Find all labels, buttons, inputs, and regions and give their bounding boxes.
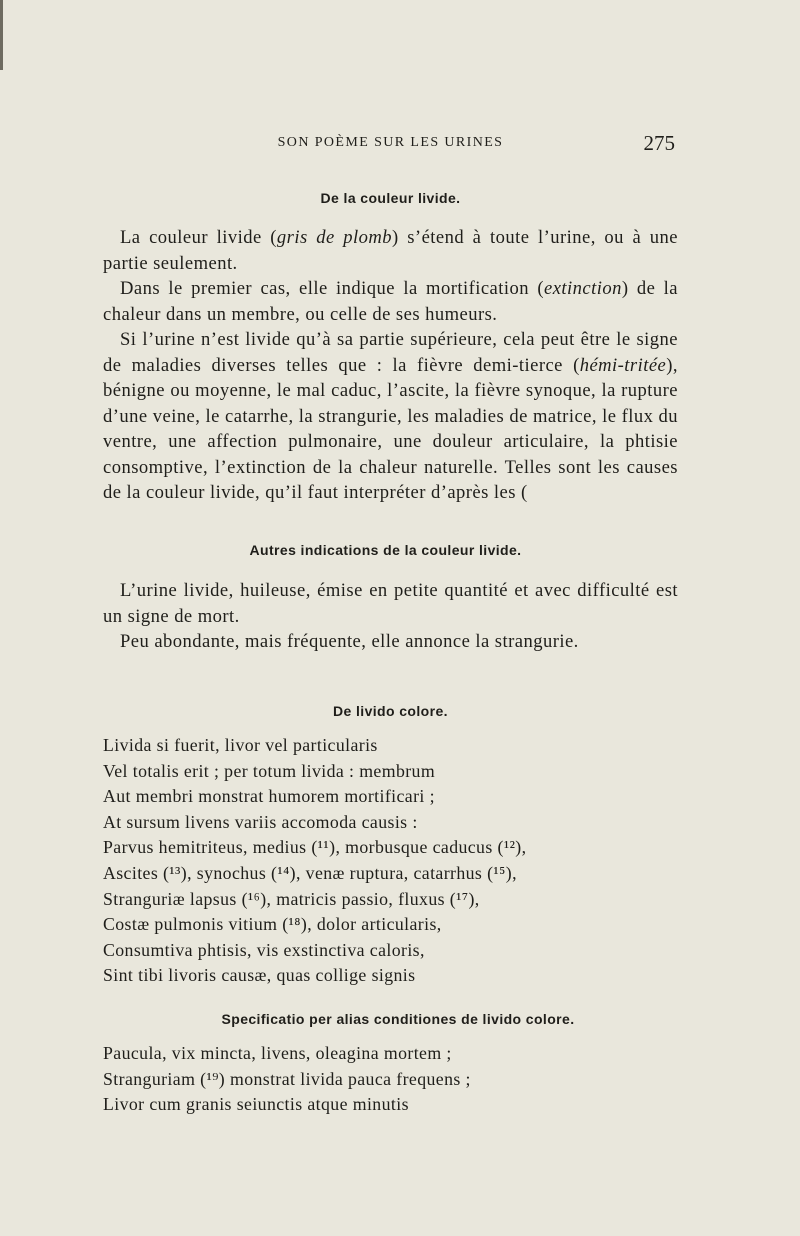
verse-line: Parvus hemitriteus, medius (¹¹), morbusque caducus (¹²), [103, 837, 527, 858]
section-body [103, 578, 678, 655]
paragraph: Si l’urine n’est livide qu’à sa partie supérieure, cela peut être le signe de maladies diverses telles que : la fièvre demi-tierce (hémi-tritée), bénigne ou moyenne, le mal caduc, l’ascite, la fièvre synoque, la rupture d’une veine, le catarrhe, la strangurie, les maladies de matrice, le flux du ventre, une affection pulmonaire, une douleur articulaire, la phtisie consomptive, l’extinction de la chaleur naturelle. Telles sont les causes de la couleur livide, qu’il faut interpréter d’après les ( [103, 329, 678, 503]
paragraph: Peu abondante, mais fréquente, elle annonce la strangurie. [120, 631, 579, 652]
verse-block [103, 733, 693, 989]
paragraph: Dans le premier cas, elle indique la mortification (extinction) de la chaleur dans un membre, ou celle de ses humeurs. [103, 278, 679, 325]
verse-line: Ascites (¹³), synochus (¹⁴), venæ ruptura, catarrhus (¹⁵), [103, 862, 517, 883]
paragraph: La couleur livide (gris de plomb) s’étend à toute l’urine, ou à une partie seulement. [103, 227, 678, 274]
page-header [103, 133, 678, 163]
verse-line: Stranguriæ lapsus (¹⁶), matricis passio, fluxus (¹⁷), [103, 888, 480, 909]
section-heading: Specificatio per alias conditiones de livido colore. [221, 1011, 575, 1027]
verse-line: Livida si fuerit, livor vel particularis [103, 735, 378, 755]
verse-line: Vel totalis erit ; per totum livida : membrum [103, 760, 436, 781]
page-edge-mark [0, 0, 3, 70]
verse-line: Sint tibi livoris causæ, quas collige signis [103, 965, 416, 986]
verse-line: Consumtiva phtisis, vis exstinctiva caloris, [103, 939, 425, 960]
verse-line: Aut membri monstrat humorem mortificari ; [103, 786, 435, 807]
verse-line: Costæ pulmonis vitium (¹⁸), dolor articularis, [103, 914, 442, 935]
section-heading: De livido colore. [333, 703, 448, 719]
verse-block [103, 1041, 693, 1118]
section-heading: De la couleur livide. [320, 190, 461, 206]
page-number: 275 [643, 131, 675, 155]
running-title: SON POÈME SUR LES URINES [277, 135, 504, 150]
verse-line: Livor cum granis seiunctis atque minutis [103, 1094, 409, 1115]
section-body [103, 225, 678, 506]
verse-line: At sursum livens variis accomoda causis : [103, 811, 418, 832]
verse-line: Paucula, vix mincta, livens, oleagina mortem ; [103, 1043, 452, 1063]
section-heading: Autres indications de la couleur livide. [249, 542, 522, 558]
paragraph: L’urine livide, huileuse, émise en petite quantité et avec difficulté est un signe de mort. [103, 580, 678, 627]
verse-line: Stranguriam (¹⁹) monstrat livida pauca frequens ; [103, 1068, 471, 1089]
